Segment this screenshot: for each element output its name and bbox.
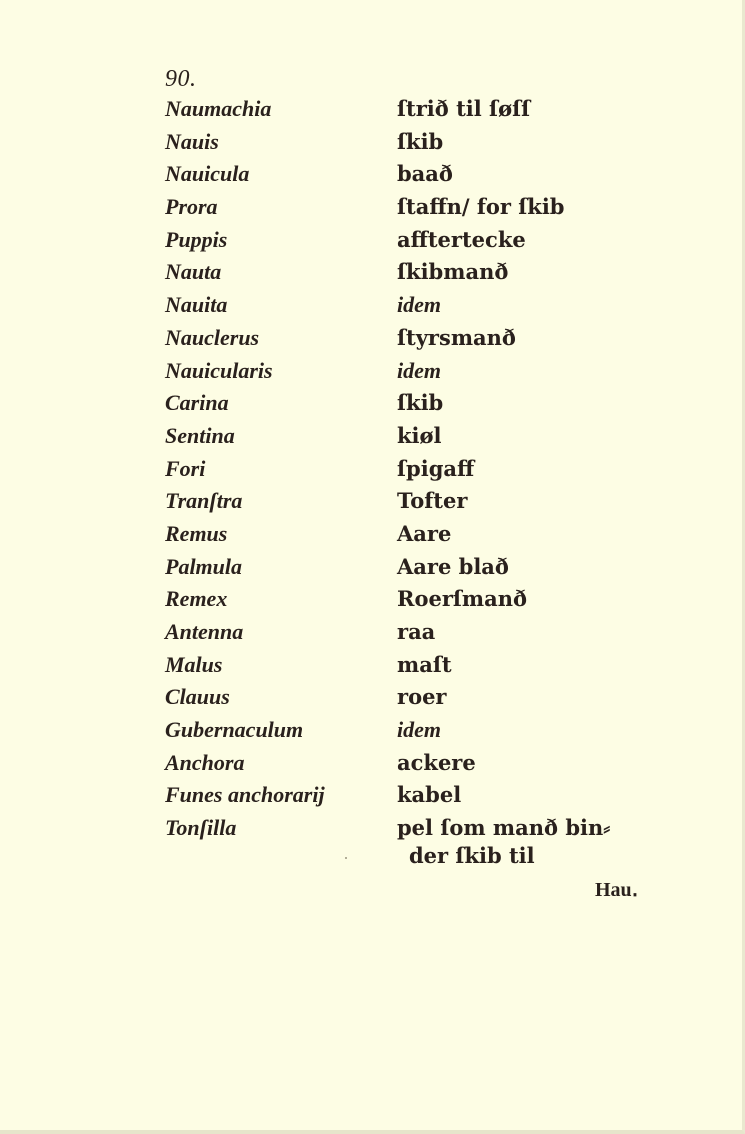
glossary-entry (0, 355, 745, 388)
glossary-entry (0, 616, 745, 649)
page-number: 90. (165, 66, 197, 92)
glossary-list (0, 93, 745, 878)
danish-term: ſtaffn/ for ſkib (397, 194, 565, 220)
latin-term: Anchora (165, 749, 245, 775)
latin-term: Malus (165, 651, 223, 677)
glossary-entry (0, 289, 745, 322)
latin-term: Nauclerus (165, 324, 260, 350)
glossary-entry (0, 747, 745, 780)
latin-term: Gubernaculum (165, 717, 304, 743)
danish-term: Roerſmanð (397, 586, 528, 612)
glossary-entry (0, 551, 745, 584)
danish-term: ackere (397, 749, 476, 775)
latin-term: Nauita (165, 292, 228, 318)
danish-term: baað (397, 161, 453, 187)
catchword: Hau․ (595, 879, 639, 901)
glossary-entry (0, 93, 745, 126)
danish-term: idem (397, 717, 441, 743)
latin-term: Naumachia (165, 96, 272, 121)
danish-term: ſtrið til ſøſſ (397, 96, 531, 121)
paper-speck (345, 857, 347, 859)
danish-term: Tofter (397, 488, 468, 514)
latin-term: Remus (165, 520, 228, 546)
glossary-entry (0, 681, 745, 714)
latin-term: Nauis (165, 128, 219, 154)
danish-term-continuation: der ſkib til (409, 843, 535, 869)
danish-term: ſtyrsmanð (397, 324, 516, 350)
glossary-entry (0, 714, 745, 747)
danish-term: pel ſom manð bin⸗ (397, 815, 611, 841)
latin-term: Tranſtra (165, 488, 243, 514)
danish-term: Aare (397, 520, 452, 546)
glossary-entry (0, 485, 745, 518)
latin-term: Palmula (165, 553, 243, 579)
glossary-entry (0, 420, 745, 453)
latin-term: Funes anchorarij (165, 782, 325, 808)
latin-term: Clauus (165, 684, 230, 710)
latin-term: Prora (165, 194, 218, 220)
latin-term: Nauicula (165, 161, 250, 187)
danish-term: kabel (397, 782, 462, 808)
latin-term: Puppis (165, 226, 228, 252)
danish-term: ſkib (397, 128, 444, 154)
danish-term: kiøl (397, 422, 442, 448)
danish-term: maſt (397, 651, 452, 677)
glossary-entry (0, 779, 745, 812)
glossary-entry (0, 224, 745, 257)
glossary-entry (0, 158, 745, 191)
latin-term: Carina (165, 390, 229, 416)
glossary-entry (0, 322, 745, 355)
glossary-entry (0, 387, 745, 420)
latin-term: Antenna (165, 619, 244, 644)
glossary-entry (0, 256, 745, 289)
glossary-entry (0, 812, 745, 878)
glossary-entry (0, 126, 745, 159)
danish-term: Aare blað (397, 553, 509, 579)
danish-term: ſpigaff (397, 455, 475, 481)
glossary-entry (0, 518, 745, 551)
glossary-entry (0, 583, 745, 616)
danish-term: idem (397, 292, 441, 318)
danish-term: roer (397, 684, 447, 710)
danish-term: ſkibmanð (397, 259, 509, 285)
danish-term: ſkib (397, 390, 444, 416)
latin-term: Fori (165, 455, 206, 481)
latin-term: Remex (165, 586, 228, 612)
glossary-entry (0, 191, 745, 224)
glossary-entry (0, 649, 745, 682)
latin-term: Sentina (165, 422, 235, 448)
danish-term: raa (397, 619, 436, 644)
latin-term: Nauta (165, 259, 222, 285)
latin-term: Tonſilla (165, 815, 237, 841)
danish-term: afftertecke (397, 226, 526, 252)
glossary-entry (0, 453, 745, 486)
danish-term: idem (397, 357, 441, 383)
latin-term: Nauicularis (165, 357, 273, 383)
